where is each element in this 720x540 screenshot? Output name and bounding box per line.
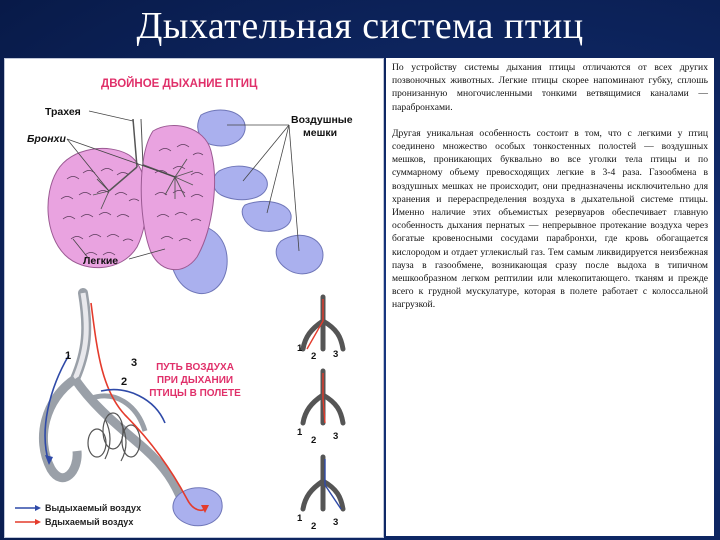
inhaled-arrow-path	[91, 303, 207, 510]
paragraph-air-sacs: Другая уникальная особенность состоит в том, что с легкими у птиц соединено множество особых тонкостенных полостей — воздушных мешков, проникающих буквально во все уголки тела птицы и по суммарному объему превосходящих легкие в 3-4 раза. Газообмена в воздушных мешках не происходит, они предназначены исключительно для хранения и перераспределения воздуха в дыхательной системе птицы. Именно наличие этих объемистых резервуаров обеспечивает главную особенность дыхания пернатых — непрерывное протекание воздуха через богатые кровеносными сосудами парабронхи, где кровь обогащается кислородом и отдает углекислый газ. Тем самым ликвидируется неизбежная пауза в газообмене, возникающая сразу после выдоха в типичном мешкообразном легком рептилии или млекопитающего. тканям и прежде всего к грудной мускулатуре, которая в полете работает с колоссальной нагрузкой.	[392, 127, 708, 311]
icon2-number-2: 2	[311, 435, 317, 446]
label-air-sacs-2: мешки	[303, 127, 338, 139]
trachea-outline	[141, 119, 143, 165]
breathing-cycle-icon-2	[297, 371, 343, 446]
breathing-cycle-icon-3	[297, 457, 343, 532]
icon3-number-3: 3	[333, 517, 339, 528]
respiratory-diagram	[5, 59, 383, 537]
slide-title: Дыхательная система птиц	[136, 5, 584, 47]
legend	[15, 503, 141, 527]
description-text	[386, 58, 714, 536]
label-trachea: Трахея	[45, 106, 81, 118]
paragraph-parabronchi: По устройству системы дыхания птицы отличаются от всех других позвоночных животных. Легкие птицы скорее напоминают губку, сплошь пронизанную многочисленными тонкими ветвящимися каналами — парабронхами.	[392, 62, 708, 113]
label-bronchi: Бронхи	[27, 133, 66, 145]
breathing-cycle-icon-1	[297, 297, 343, 362]
exhaled-arrow-path	[45, 355, 69, 463]
figure-heading: ДВОЙНОЕ ДЫХАНИЕ ПТИЦ	[101, 78, 258, 90]
lung-left	[48, 148, 147, 267]
flight-number-2: 2	[121, 376, 128, 388]
icon1-number-1: 1	[297, 343, 303, 354]
icon2-number-3: 3	[333, 431, 339, 442]
icon2-number-1: 1	[297, 427, 303, 438]
air-sac-right-small	[242, 201, 291, 231]
lungs	[48, 125, 215, 269]
flow-arrows	[45, 303, 209, 513]
flight-number-3: 3	[131, 357, 138, 369]
label-lungs: Легкие	[83, 255, 119, 267]
icon3-number-1: 1	[297, 513, 303, 524]
icon1-number-2: 2	[311, 351, 317, 362]
air-sac-lower-right	[276, 235, 323, 274]
icon1-number-3: 3	[333, 349, 339, 360]
respiratory-figure	[4, 58, 384, 538]
icon3-number-2: 2	[311, 521, 317, 532]
flight-caption-line2: ПРИ ДЫХАНИИ	[156, 375, 234, 386]
air-sac-middle-right	[213, 166, 267, 200]
flight-number-1: 1	[65, 350, 72, 362]
flight-caption-line3: ПТИЦЫ В ПОЛЕТЕ	[149, 388, 241, 399]
flight-caption-line1: ПУТЬ ВОЗДУХА	[156, 362, 234, 373]
legend-exhaled-label: Выдыхаемый воздух	[45, 503, 142, 513]
legend-inhaled-label: Вдыхаемый воздух	[45, 517, 134, 527]
posterior-air-sac	[173, 488, 222, 526]
label-air-sacs-1: Воздушные	[291, 114, 353, 126]
